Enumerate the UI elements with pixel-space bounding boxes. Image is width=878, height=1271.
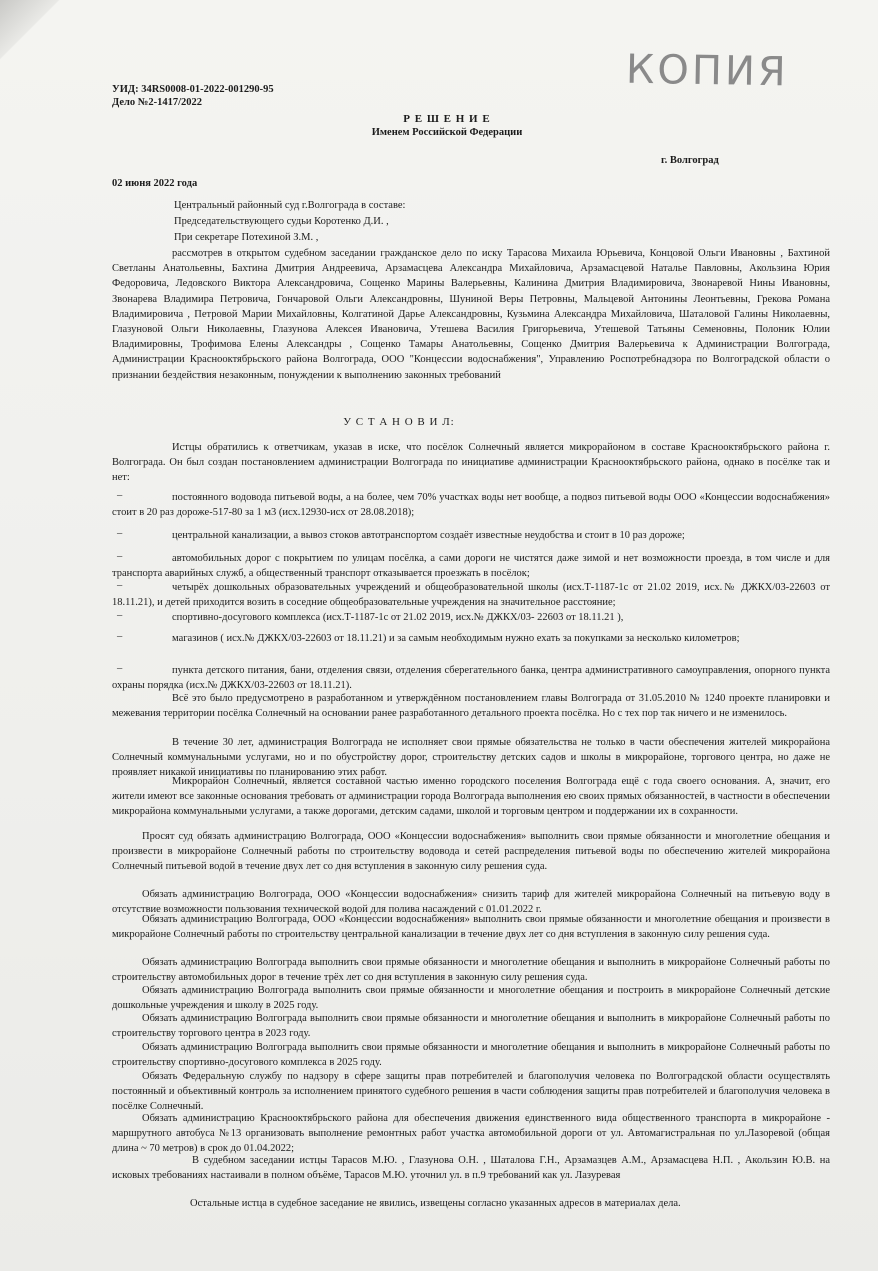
court-line: Центральный районный суд г.Волгограда в составе: xyxy=(174,200,406,211)
court-line: При секретаре Потехиной З.М. , xyxy=(174,232,319,243)
body-paragraph: В судебном заседании истцы Тарасов М.Ю. , Глазунова О.Н. , Шаталова Г.Н., Арзамазцев А.М., Арзамасцева Н.П. , Акользин Ю.В. на исковых требованиях настаивали в полном объёме, Тарасов М.Ю. уточнил ул. в п.9 требований как ул. Лазуревая xyxy=(112,1155,830,1182)
document-subtitle: Именем Российской Федерации xyxy=(371,127,523,138)
established-heading: У С Т А Н О В И Л: xyxy=(343,416,455,428)
copy-stamp: КОПИЯ xyxy=(625,46,790,96)
body-paragraph: Обязать администрацию Волгограда, ООО «Концессии водоснабжения» снизить тариф для жителей микрорайона Солнечный на питьевую воду в отсутствие возможности пользования технической водой для полива насаждений с 01.01.2022 г. xyxy=(112,889,830,916)
bullet-text: спортивно-досугового комплекса (исх.Т-1187-1с от 21.02 2019, исх.№ ДЖКХ/03- 22603 от 18.11.21 ), xyxy=(172,612,624,623)
bullet-mark: – xyxy=(117,490,123,501)
bullet-text: четырёх дошкольных образовательных учреждений и общеобразовательной школы (исх.Т-1187-1с от 21.02 2019, исх.№ ДЖКХ/03-22603 от 18.11.21), и детей приходится возить в соседние общеобразовательные учреждения на значительное расстояние; xyxy=(112,582,830,609)
bullet-mark: – xyxy=(117,663,123,674)
body-paragraph: Обязать Федеральную службу по надзору в сфере защиты прав потребителей и благополучия человека по Волгоградской области осуществлять постоянный и объективный контроль за исполнением принятого судебного решения в части соблюдения защиты прав потребителей и благополучия человека в посёлке Солнечный. xyxy=(112,1071,830,1113)
claims-intro: Истцы обратились к ответчикам, указав в иске, что посёлок Солнечный является микрорайоном в составе Краснооктябрьского района г. Волгограда. Он был создан постановлением администрации Волгограда по инициативе администрации Краснооктябрьского района, однако в посёлке так и нет: xyxy=(112,442,830,484)
body-paragraph: В течение 30 лет, администрация Волгограда не исполняет свои прямые обязательства не только в части обеспечения жителей микрорайона Солнечный коммунальными услугами, но и по обустройству дорог, строительству детских садов и школы в микрорайоне, торгового центра, но даже не проявляет никакой инициативы по планированию этих работ. xyxy=(112,737,830,779)
body-paragraph: Микрорайон Солнечный, является составной частью именно городского поселения Волгограда ещё с года своего основания. А, значит, его жители имеют все законные основания требовать от администрации города Волгограда выполнения ею своих прямых обязанностей, в частности в обеспечении микрорайона коммунальными услугами, а также дорогами, детским садами, школой и торговым центром и поддержании их в сохранности. xyxy=(112,776,830,818)
bullet-mark: – xyxy=(117,610,123,621)
decision-date: 02 июня 2022 года xyxy=(112,178,198,189)
bullet-mark: – xyxy=(117,551,123,562)
bullet-text: автомобильных дорог с покрытием по улицам посёлка, а сами дороги не чистятся даже зимой и нет возможности проезда, в том числе и для транспорта аварийных служб, а общественный транспорт отказывается проезжать в посёлок; xyxy=(112,553,830,580)
bullet-text: пункта детского питания, бани, отделения связи, отделения сберегательного банка, центра административного самоуправления, опорного пункта охраны порядка (исх.№ ДЖКХ/03-22603 от 18.11.21). xyxy=(112,665,830,692)
last-line: Остальные истца в судебное заседание не явились, извещены согласно указанных адресов в материалах дела. xyxy=(190,1198,681,1209)
bullet-mark: – xyxy=(117,580,123,591)
body-paragraph: Обязать администрацию Волгограда, ООО «Концессии водоснабжения» выполнить свои прямые обязанности и многолетние обещания и произвести в микрорайоне Солнечный работы по строительству центральной канализации в течение двух лет со дня вступления в законную силу решения суда. xyxy=(112,914,830,941)
body-paragraph: Обязать администрацию Волгограда выполнить свои прямые обязанности и многолетние обещания и выполнить в микрорайоне Солнечный работы по строительству спортивно-досугового комплекса в 2025 году. xyxy=(112,1042,830,1069)
body-paragraph: Обязать администрацию Волгограда выполнить свои прямые обязанности и многолетние обещания и построить в микрорайоне Солнечный детские дошкольные учреждения и школу в 2025 году. xyxy=(112,985,830,1012)
body-paragraph: Обязать администрацию Волгограда выполнить свои прямые обязанности и многолетние обещания и выполнить в микрорайоне Солнечный работы по строительству автомобильных дорог в течение трёх лет со дня вступления в законную силу решения суда. xyxy=(112,957,830,984)
bullet-mark: – xyxy=(117,631,123,642)
bullet-text: магазинов ( исх.№ ДЖКХ/03-22603 от 18.11.21) и за самым необходимым нужно ехать за покупками за несколько километров; xyxy=(172,633,740,644)
body-paragraph: Всё это было предусмотрено в разработанном и утверждённом постановлением главы Волгограда от 31.05.2010 № 1240 проекте планировки и межевания территории посёлка Солнечный на основании ранее разработанного детального проекта посёлка. Но с тех пор так ничего и не изменилось. xyxy=(112,693,830,720)
uid-line: УИД: 34RS0008-01-2022-001290-95 xyxy=(112,84,274,95)
case-number: Дело №2-1417/2022 xyxy=(112,97,202,108)
body-paragraph: Обязать администрацию Волгограда выполнить свои прямые обязанности и многолетние обещания и выполнить в микрорайоне Солнечный работы по строительству торгового центра в 2023 году. xyxy=(112,1013,830,1040)
bullet-text: постоянного водовода питьевой воды, а на более, чем 70% участках воды нет вообще, а подвоз питьевой воды ООО «Концессии водоснабжения» стоит в 20 раз дороже-517-80 за 1 м3 (исх.12930-исх от 28.08.2018); xyxy=(112,492,830,519)
city: г. Волгоград xyxy=(661,155,719,166)
court-line: Председательствующего судьи Коротенко Д.И. , xyxy=(174,216,389,227)
body-paragraph: Обязать администрацию Краснооктябрьского района для обеспечения движения единственного вида общественного транспорта в микрорайоне - маршрутного автобуса №13 организовать выполнение ремонтных работ участка автомобильной дороги от ул. Автомагистральная по ул.Лазоревой (общая длина ~ 70 метров) в срок до 01.04.2022; xyxy=(112,1113,830,1155)
bullet-mark: – xyxy=(117,528,123,539)
body-paragraph: Просят суд обязать администрацию Волгограда, ООО «Концессии водоснабжения» выполнить свои прямые обязанности и многолетние обещания и произвести в микрорайоне Солнечный работы по строительству водовода и сетей распределения питьевой воды по обеспечению жителей микрорайона Солнечный питьевой водой в течение двух лет со дня вступления в законную силу решения суда. xyxy=(112,831,830,873)
intro-paragraph: рассмотрев в открытом судебном заседании гражданское дело по иску Тарасова Михаила Юрьевича, Концовой Ольги Ивановны , Бахтиной Светланы Анатольевны, Бахтина Дмитрия Андреевича, Арзамасцева Александра Михайловича, Арзамасцевой Наталье Павловны, Акользина Юрия Федоровича, Ледовского Виктора Александровича, Сощенко Марины Валерьевны, Калинина Дмитрия Владимировича, Звонаревой Нины Ивановны, Звонарева Владимира Петровича, Гончаровой Ольги Александровны, Шуниной Веры Петровны, Мальцевой Антонины Леонтьевны, Грекова Романа Владимировича , Петровой Марии Михайловны, Колгатиной Дарье Александровны, Кузьмина Александра Михайловича, Шаталовой Галины Николаевны, Глазуновой Ольги Николаевны, Глазунова Алексея Ивановича, Утешева Василия Григорьевича, Утешевой Татьяны Семеновны, Полоник Юлии Владимировны, Трофимова Елены Александры , Сощенко Тамары Анатольевны, Сощенко Дмитрия Валерьевича к Администрации Волгограда, Администрации Краснооктябрьского района Волгограда, ООО "Концессии водоснабжения", Управлению Роспотребнадзора по Волгоградской области о признании бездействия незаконным, понуждении к выполнению законных требований xyxy=(112,248,830,381)
court-composition xyxy=(174,198,674,246)
page-fold-shadow xyxy=(0,0,60,70)
bullet-text: центральной канализации, а вывоз стоков автотранспортом создаёт известные неудобства и стоит в 10 раз дороже; xyxy=(172,530,685,541)
document-title: Р Е Ш Е Н И Е xyxy=(403,113,491,125)
